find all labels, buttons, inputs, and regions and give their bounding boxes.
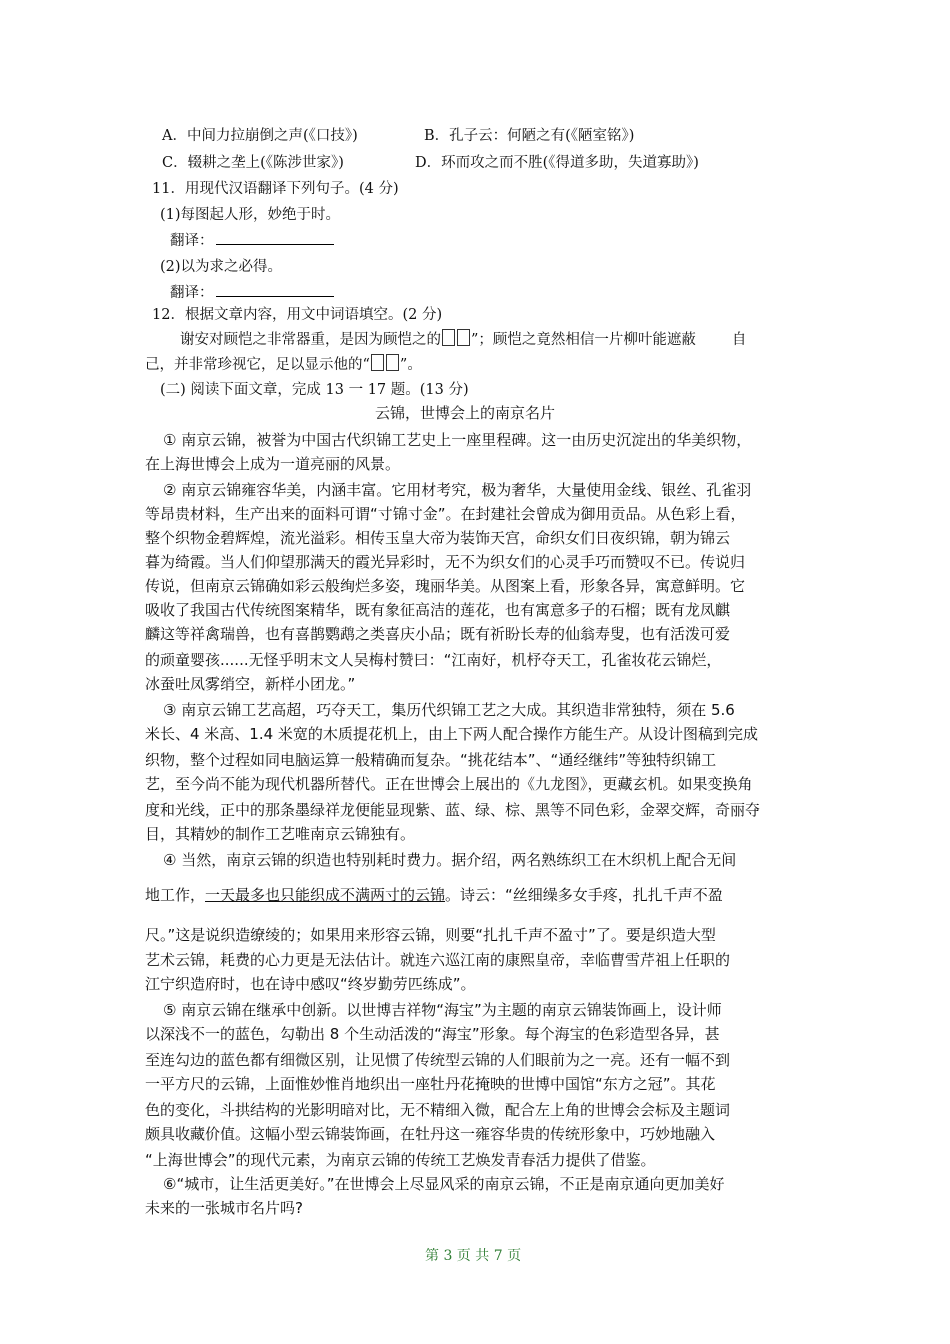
q11-stem: 11．用现代汉语翻译下列句子。(4 分) [152,181,399,197]
page-footer: 第 3 页 共 7 页 [425,1248,522,1264]
q12-text: 己，并非常珍视它，足以显示他的“ [145,357,370,373]
q12-line-2 [145,353,422,374]
article-line: 暮为绮霞。当人们仰望那满天的霞光异彩时，无不为织女们的心灵手巧而赞叹不已。传说归 [145,553,746,571]
article-line: 等昂贵材料，生产出来的面料可谓“寸锦寸金”。在封建社会曾成为御用贡品。从色彩上看， [145,505,746,523]
article-line: “上海世博会”的现代元素，为南京云锦的传统工艺焕发青春活力提供了借鉴。 [145,1151,656,1169]
article-line: 尺。”这是说织造缭绫的；如果用来形容云锦，则要“扎扎千声不盈寸”了。要是织造大型 [145,926,716,944]
article-line: 江宁织造府时，也在诗中感叹“终岁勤劳匹练成”。 [145,975,476,993]
article-line: 颇具收藏价值。这幅小型云锦装饰画，在牡丹这一雍容华贵的传统形象中，巧妙地融入 [145,1125,716,1143]
answer-blank[interactable] [216,282,334,297]
fill-box[interactable] [457,329,470,346]
article-text: 。诗云：“丝细缲多女手疼，扎扎千声不盈 [445,886,723,904]
q12-text: 自 [731,332,747,348]
fill-box[interactable] [371,354,384,371]
article-line: 色的变化，斗拱结构的光影明暗对比，无不精细入微，配合左上角的世博会会标及主题词 [145,1101,731,1119]
q11-sentence-1: (1)每图起人形，妙绝于时。 [160,207,341,223]
translation-label: 翻译： [170,233,214,249]
underlined-sentence: 一天最多也只能织成不满两寸的云锦 [205,886,446,904]
section-header: (二) 阅读下面文章，完成 13 一 17 题。(13 分) [160,382,469,398]
fill-box[interactable] [442,329,455,346]
article-line: 艺术云锦，耗费的心力更是无法估计。就连六巡江南的康熙皇帝，幸临曹雪芹祖上任职的 [145,951,731,969]
article-line: ⑤ 南京云锦在继承中创新。以世博吉祥物“海宝”为主题的南京云锦装饰画上，设计师 [163,1001,722,1019]
q11-translation-1 [170,229,334,250]
article-line: ③ 南京云锦工艺高超，巧夺天工，集历代织锦工艺之大成。其织造非常独特，须在 5.6 [163,701,735,719]
q12-stem: 12．根据文章内容，用文中词语填空。(2 分) [152,307,443,323]
article-line: ② 南京云锦雍容华美，内涵丰富。它用材考究，极为奢华，大量使用金线、银丝、孔雀羽 [163,481,752,499]
article-line [145,884,723,905]
q10-option-d: D．环而攻之而不胜(《得道多助，失道寡助》) [415,155,699,171]
article-line: 在上海世博会上成为一道亮丽的风景。 [145,455,401,473]
article-line: 传说，但南京云锦确如彩云般绚烂多姿，瑰丽华美。从图案上看，形象各异，寓意鲜明。它 [145,577,746,595]
q11-sentence-2: (2)以为求之必得。 [160,259,283,275]
article-line: 整个织物金碧辉煌，流光溢彩。相传玉皇大帝为装饰天宫，命织女们日夜织锦，朝为锦云 [145,529,731,547]
article-line: 织物，整个过程如同电脑运算一般精确而复杂。“挑花结本”、“通经继纬”等独特织锦工 [145,751,717,769]
q10-option-c: C．辍耕之垄上(《陈涉世家》) [162,155,344,171]
fill-box[interactable] [386,354,399,371]
article-text: 地工作， [145,886,206,904]
article-line: 以深浅不一的蓝色，勾勒出 8 个生动活泼的“海宝”形象。每个海宝的色彩造型各异，甚 [145,1025,720,1043]
q11-translation-2 [170,281,334,302]
q12-line-1 [180,328,746,349]
q10-option-b: B．孔子云：何陋之有(《陋室铭》) [424,128,635,144]
article-line: 度和光线，正中的那条墨绿祥龙便能显现紫、蓝、绿、棕、黑等不同色彩，金翠交辉，奇丽夺 [145,801,761,819]
article-line: 麟这等祥禽瑞兽，也有喜鹊鹦鹉之类喜庆小品；既有祈盼长寿的仙翁寿叟，也有活泼可爱 [145,625,731,643]
article-line: 冰蚕吐凤雾绡空，新样小团龙。” [145,675,356,693]
article-line: 吸收了我国古代传统图案精华，既有象征高洁的莲花，也有寓意多子的石榴；既有龙凤麒 [145,601,731,619]
article-line: 至连勾边的蓝色都有细微区别，让见惯了传统型云锦的人们眼前为之一亮。还有一幅不到 [145,1051,731,1069]
article-title: 云锦，世博会上的南京名片 [375,404,556,422]
article-line: 艺，至今尚不能为现代机器所替代。正在世博会上展出的《九龙图》，更藏玄机。如果变换角 [145,775,753,793]
article-line: ⑥“城市，让生活更美好。”在世博会上尽显风采的南京云锦，不正是南京通向更加美好 [163,1175,725,1193]
q12-text: ”；顾恺之竟然相信一片柳叶能遮蔽 [471,332,696,348]
article-line: 目，其精妙的制作工艺唯南京云锦独有。 [145,825,416,843]
article-line: ① 南京云锦，被誉为中国古代织锦工艺史上一座里程碑。这一由历史沉淀出的华美织物， [163,431,752,449]
article-line: 一平方尺的云锦，上面惟妙惟肖地织出一座牡丹花掩映的世博中国馆“东方之冠”。其花 [145,1075,716,1093]
article-line: 的顽童婴孩......无怪乎明末文人吴梅村赞曰：“江南好，机杼夺天工，孔雀妆花云锦烂， [145,651,722,669]
q12-text: 谢安对顾恺之非常器重，是因为顾恺之的 [180,332,441,348]
article-line: 未来的一张城市名片吗? [145,1199,303,1217]
answer-blank[interactable] [216,230,334,245]
translation-label: 翻译： [170,285,214,301]
article-line: ④ 当然，南京云锦的织造也特别耗时费力。据介绍，两名熟练织工在木织机上配合无间 [163,851,737,869]
q10-option-a: A．中间力拉崩倒之声(《口技》) [162,128,358,144]
article-line: 米长、4 米高、1.4 米宽的木质提花机上，由上下两人配合操作方能生产。从设计图稿到完成 [145,725,758,743]
q12-text: ”。 [399,357,422,373]
